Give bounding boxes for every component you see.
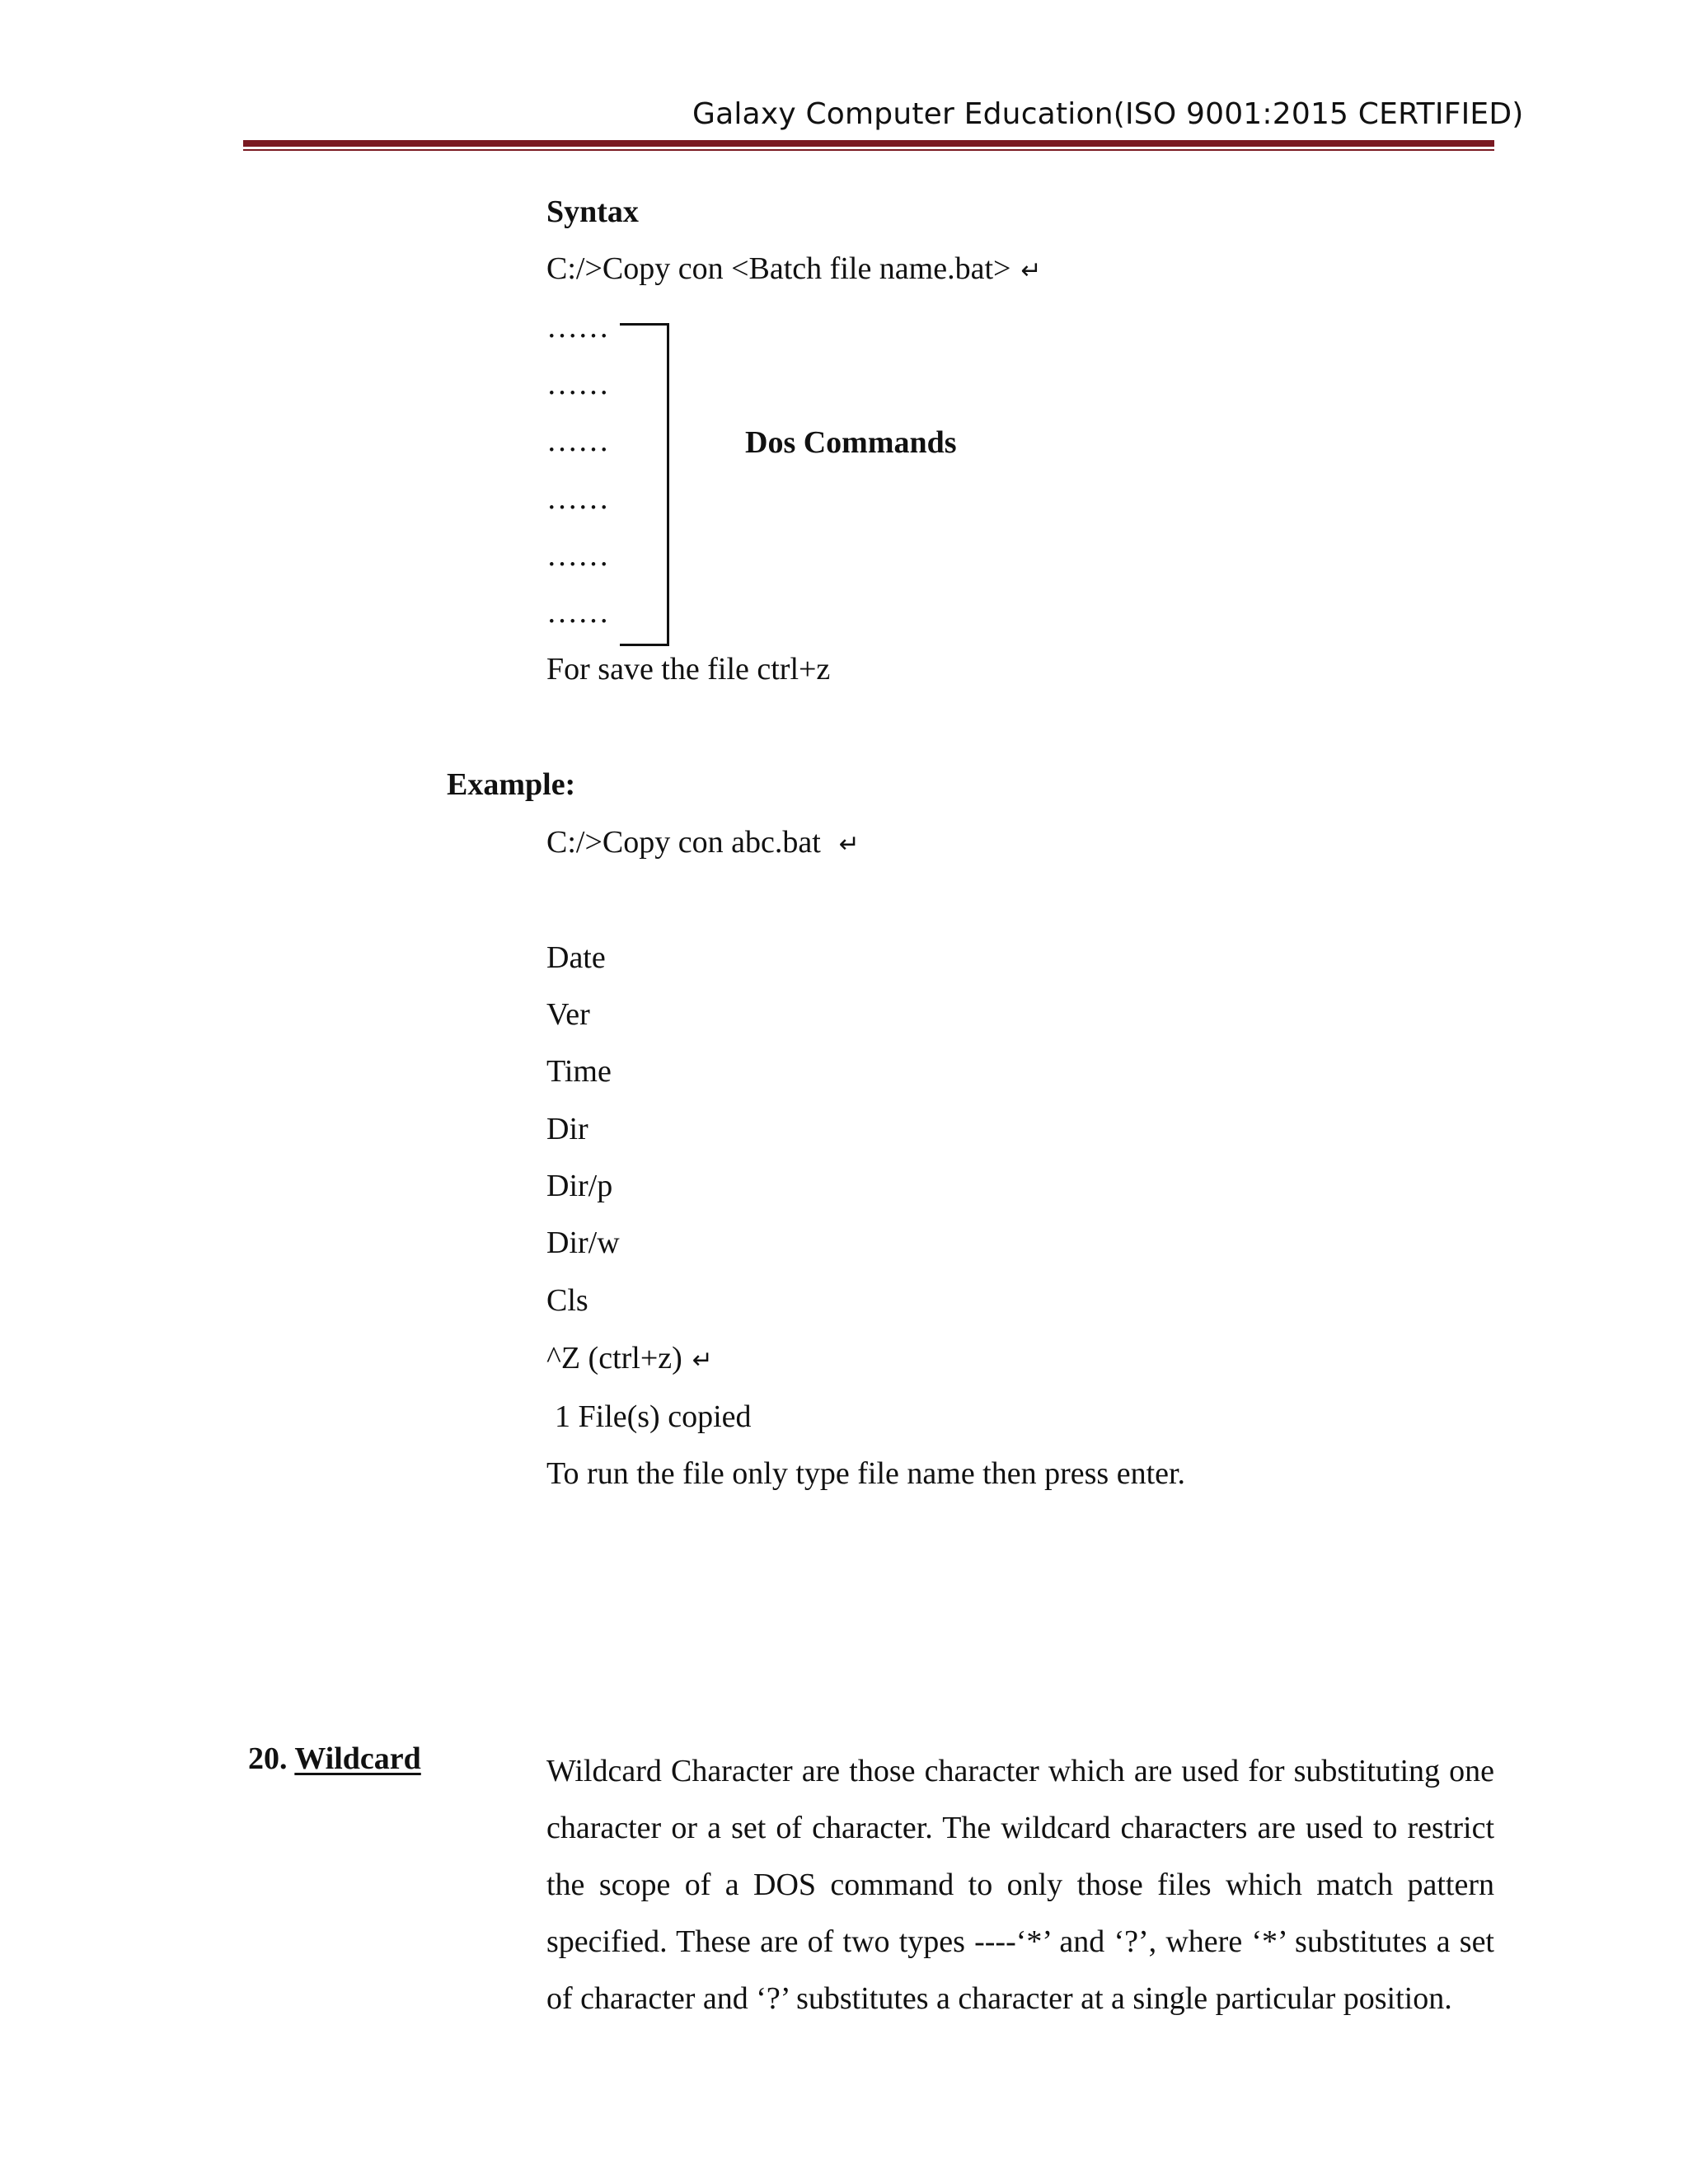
- wildcard-paragraph: Wildcard Character are those character which are used for substituting one character or a set of character. The wildcard characters are used to restrict the scope of a DOS command to only those files which match pattern specified. These are of two types ----‘*’ and ‘?’, where ‘*’ substitutes a set of character and ‘?’ substitutes a character at a single particular position.: [546, 1754, 1494, 2016]
- command-item: Dir: [546, 1112, 588, 1146]
- bracket-label: Dos Commands: [745, 425, 957, 460]
- enter-key-icon: ↵: [1020, 256, 1042, 285]
- enter-key-icon: ↵: [838, 830, 860, 859]
- header-rule-thin: [243, 149, 1494, 151]
- dots-line: ……: [546, 481, 609, 516]
- commands-bracket: [620, 323, 669, 646]
- command-item: Dir/p: [546, 1169, 613, 1203]
- syntax-command: [546, 253, 1042, 284]
- command-item: Ver: [546, 997, 590, 1032]
- save-note: For save the file ctrl+z: [546, 652, 831, 687]
- dots-line: ……: [546, 424, 609, 458]
- syntax-command-text: C:/>Copy con <Batch file name.bat>: [546, 251, 1011, 286]
- dots-line: ……: [546, 367, 609, 401]
- command-item: Cls: [546, 1283, 588, 1318]
- example-heading: Example:: [447, 767, 576, 802]
- dots-line: ……: [546, 310, 609, 344]
- command-item: Dir/w: [546, 1226, 620, 1260]
- header-title: Galaxy Computer Education(ISO 9001:2015 CERTIFIED): [692, 97, 1524, 131]
- dots-line: ……: [546, 538, 609, 573]
- syntax-heading: Syntax: [546, 194, 639, 229]
- header-rule-thick: [243, 140, 1494, 147]
- example-command-text: C:/>Copy con abc.bat: [546, 825, 821, 860]
- command-item: Date: [546, 940, 606, 975]
- section-number: 20.: [248, 1741, 288, 1776]
- example-command: [546, 827, 860, 858]
- command-item: Time: [546, 1054, 612, 1089]
- dots-line: ……: [546, 595, 609, 630]
- section-title: Wildcard: [294, 1741, 421, 1776]
- ctrlz-line: [546, 1343, 713, 1374]
- ctrlz-text: ^Z (ctrl+z): [546, 1341, 682, 1376]
- copied-message: 1 File(s) copied: [555, 1399, 752, 1434]
- wildcard-heading: [248, 1743, 421, 1774]
- run-note: To run the file only type file name then press enter.: [546, 1456, 1186, 1491]
- enter-key-icon: ↵: [692, 1346, 713, 1375]
